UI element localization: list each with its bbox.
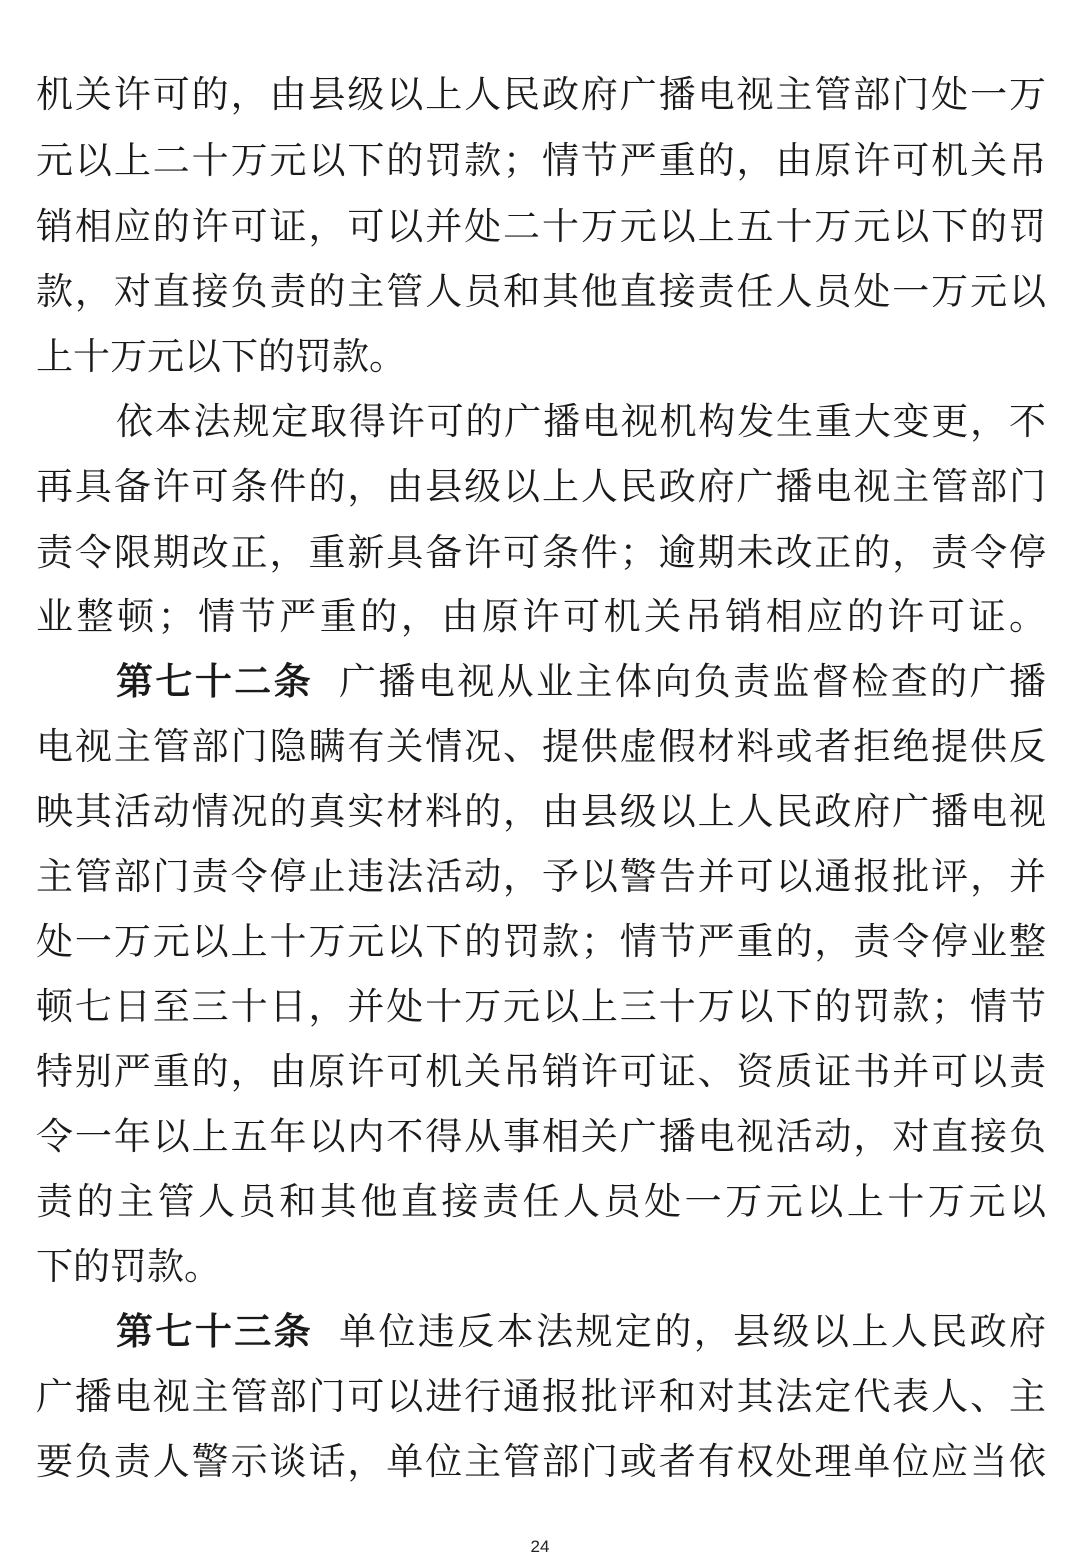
paragraph-line: 广播电视主管部门可以进行通报批评和对其法定代表人、主 bbox=[36, 1375, 1046, 1418]
article-73-number: 第七十三条 bbox=[116, 1310, 314, 1353]
paragraph-line: 电视主管部门隐瞒有关情况、提供虚假材料或者拒绝提供反 bbox=[36, 725, 1046, 768]
page-number: 24 bbox=[530, 1537, 550, 1556]
article-72-first-line bbox=[116, 649, 1046, 715]
paragraph-line: 主管部门责令停止违法活动，予以警告并可以通报批评，并 bbox=[36, 855, 1046, 898]
paragraph-line: 机关许可的，由县级以上人民政府广播电视主管部门处一万 bbox=[36, 73, 1046, 116]
paragraph-line: 要负责人警示谈话，单位主管部门或者有权处理单位应当依 bbox=[36, 1440, 1046, 1483]
paragraph-line: 款，对直接负责的主管人员和其他直接责任人员处一万元以 bbox=[36, 270, 1046, 313]
article-72-first-text: 广播电视从业主体向负责监督检查的广播 bbox=[339, 660, 1047, 703]
paragraph-line: 销相应的许可证，可以并处二十万元以上五十万元以下的罚 bbox=[36, 205, 1046, 248]
paragraph-line: 业整顿；情节严重的，由原许可机关吊销相应的许可证。 bbox=[36, 595, 1046, 638]
paragraph-line: 责令限期改正，重新具备许可条件；逾期未改正的，责令停 bbox=[36, 531, 1046, 574]
paragraph-line: 处一万元以上十万元以下的罚款；情节严重的，责令停业整 bbox=[36, 920, 1046, 963]
paragraph-line: 再具备许可条件的，由县级以上人民政府广播电视主管部门 bbox=[36, 465, 1046, 508]
article-73-first-line bbox=[116, 1299, 1046, 1365]
paragraph-line: 下的罚款。 bbox=[36, 1245, 221, 1288]
paragraph-line: 特别严重的，由原许可机关吊销许可证、资质证书并可以责 bbox=[36, 1050, 1046, 1093]
paragraph-line: 映其活动情况的真实材料的，由县级以上人民政府广播电视 bbox=[36, 790, 1046, 833]
paragraph-line: 顿七日至三十日，并处十万元以上三十万以下的罚款；情节 bbox=[36, 985, 1046, 1028]
article-73-first-text: 单位违反本法规定的，县级以上人民政府 bbox=[339, 1310, 1047, 1353]
paragraph-line: 元以上二十万元以下的罚款；情节严重的，由原许可机关吊 bbox=[36, 139, 1046, 182]
paragraph-line: 上十万元以下的罚款。 bbox=[36, 335, 406, 378]
paragraph-line: 责的主管人员和其他直接责任人员处一万元以上十万元以 bbox=[36, 1180, 1046, 1223]
article-72-number: 第七十二条 bbox=[116, 660, 314, 703]
paragraph-line: 令一年以上五年以内不得从事相关广播电视活动，对直接负 bbox=[36, 1115, 1046, 1158]
paragraph-line: 依本法规定取得许可的广播电视机构发生重大变更，不 bbox=[116, 400, 1046, 443]
